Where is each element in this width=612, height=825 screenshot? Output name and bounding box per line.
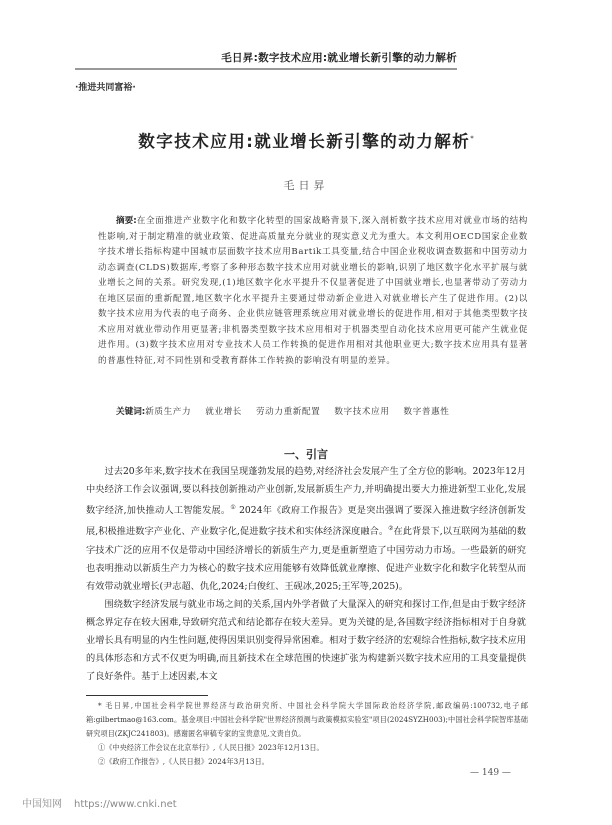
title-footnote-mark: * [470,134,474,143]
title-text: 数字技术应用:就业增长新引擎的动力解析 [138,132,471,151]
author-name: 毛日昇 [283,179,329,192]
footnote-ref[interactable]: ② [388,525,394,533]
article-title [0,128,612,152]
paragraph [86,463,526,596]
keyword: 数字普惠性 [403,407,450,417]
abstract [98,214,528,369]
footnotes [86,699,528,769]
running-head: 毛日昇:数字技术应用:就业增长新引擎的动力解析 [221,52,457,64]
paragraph-text: 在此背景下,以互联网为基础的数字技术广泛的应用不仅是带动中国经济增长的新质生产力,更是重新塑造了中国劳动力市场。一些最新的研究也表明推动以新质生产力为核心的数字技术应用能够有效降低就业摩擦、促进产业数字化和数字化转型从而有效带动就业增长(尹志超、仇化,2024;白俊红、王砚冰,2025;王军等,2025)。 [86,526,526,592]
keyword: 劳动力重新配置 [255,407,321,417]
paragraph-text: 过去20多年来,数字技术在我国呈现蓬勃发展的趋势,对经济社会发展产生了全方位的影响。2023年12月中央经济工作会议强调,要以科技创新推动产业创新,发展新质生产力,并明确提出要大力推进新型工业化,发展数字经济,加快推动人工智能发展。 [86,466,526,517]
keywords-label: 关键词: [116,407,146,417]
column-tag: ·推进共同富裕· [75,83,136,93]
footnote-1: ①《中央经济工作会议在北京举行》,《人民日报》2023年12月13日。 [98,743,324,752]
footnote-ref[interactable]: ① [230,504,236,512]
paragraph-text: 2024年《政府工作报告》更是突出强调了要深入推进数字经济创新发展,积极推进数字产业化、产业数字化,促进数字技术和实体经济深度融合。 [86,505,526,538]
keywords [116,405,536,417]
keyword: 就业增长 [205,407,242,417]
keyword: 新质生产力 [145,407,192,417]
page-number: — 149 — [470,768,511,778]
footnote-author: * 毛日昇,中国社会科学院世界经济与政治研究所、中国社会科学院大学国际政治经济学院,邮政编码:100732,电子邮箱:gilbertmao@163.com。基金项目:中国社会科学院"世界经济预测与政策模拟实验室"项目(2024SYZH003);中国社会科学院智库基础研究项目(ZKJC241803)。感谢匿名审稿专家的宝贵意见,文责自负。 [86,701,528,738]
header-rule [75,68,457,70]
body-text [86,463,526,686]
paragraph: 围绕数字经济发展与就业市场之间的关系,国内外学者做了大量深入的研究和探讨工作,但是由于数字经济概念界定存在较大困难,导致研究范式和结论都存在较大差异。更为关键的是,各国数字经济指标相对于自身就业增长具有明显的内生性问题,使得因果识别变得异常困难。相对于数字经济的宏观综合性指标,数字技术应用的具体形态和方式不仅更为明确,而且新技术在全球范围的快速扩张为构建新兴数字技术应用的工具变量提供了良好条件。基于上述因素,本文 [86,598,526,683]
watermark-brand: 中国知网 [22,799,62,810]
footnote-rule [86,695,208,696]
section-heading: 一、引言 [284,448,328,461]
watermark [22,795,177,810]
abstract-label: 摘要: [116,216,137,226]
footnote-2: ②《政府工作报告》,《人民日报》2024年3月13日。 [98,757,269,766]
abstract-text: 在全面推进产业数字化和数字化转型的国家战略背景下,深入剖析数字技术应用对就业市场的结构性影响,对于制定精准的就业政策、促进高质量充分就业的现实意义尤为重大。本文利用OECD国家企业数字技术增长指标构建中国城市层面数字技术应用Bartik工具变量,结合中国企业税收调查数据和中国劳动力动态调查(CLDS)数据库,考察了多种形态数字技术应用对就业增长的影响,识别了地区数字化水平扩展与就业增长之间的关系。研究发现,(1)地区数字化水平提升不仅显著促进了中国就业增长,也显著带动了劳动力在地区层面的重新配置,地区数字化水平提升主要通过带动新企业进入对就业增长产生了促进作用。(2)以数字技术应用为代表的电子商务、企业供应链管理系统应用对就业增长的促进作用,相对于其他类型数字技术应用对就业带动作用更显著;非机器类型数字技术应用相对于机器类型自动化技术应用更可能产生就业促进作用。(3)数字技术应用对专业技术人员工作转换的促进作用相对其他职业更大;数字技术应用具有显著的普惠性特征,对不同性别和受教育群体工作转换的影响没有明显的差异。 [98,216,528,366]
keyword: 数字技术应用 [334,407,390,417]
watermark-url[interactable]: https://www.cnki.net [74,799,177,810]
